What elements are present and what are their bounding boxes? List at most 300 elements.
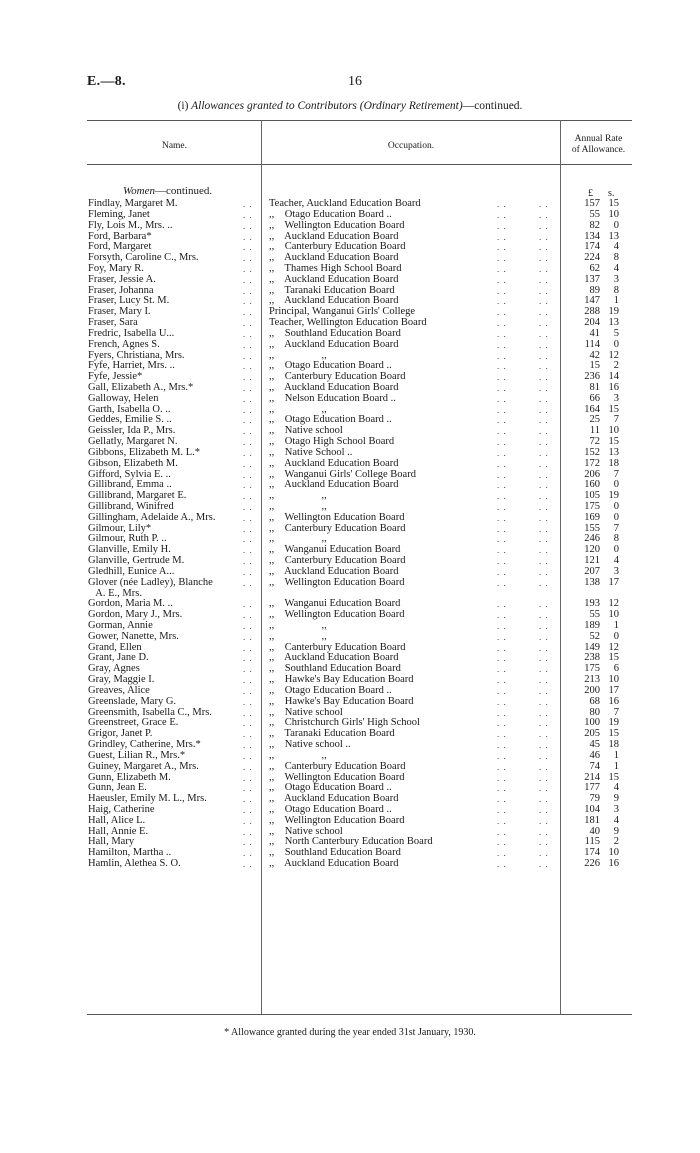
occupation-leader: . .: [497, 339, 507, 350]
occupation-leader: . .: [539, 274, 549, 285]
occupation-leader: . .: [539, 502, 549, 512]
row-pounds: 177: [584, 782, 600, 794]
row-occupation: ,, North Canterbury Education Board: [269, 836, 433, 848]
row-name: Haig, Catherine: [88, 803, 155, 815]
name-leader: . .: [243, 220, 253, 231]
occupation-leader: . .: [539, 534, 549, 545]
occupation-leader: . .: [539, 610, 549, 621]
name-leader: . .: [243, 242, 253, 253]
row-occupation: ,, Auckland Education Board: [269, 479, 399, 491]
name-leader: . .: [243, 339, 253, 350]
occupation-leader: . .: [497, 274, 507, 285]
row-name: Gower, Nanette, Mrs.: [88, 630, 179, 642]
row-name: Gray, Maggie I.: [88, 674, 155, 686]
row-occupation: ,, Otago Education Board ..: [269, 414, 392, 426]
row-name: Gilmour, Ruth P. ..: [88, 533, 167, 545]
occupation-leader: . .: [539, 696, 549, 707]
name-leader: . .: [243, 307, 253, 318]
name-leader: . .: [243, 718, 253, 729]
row-occupation: ,, Auckland Education Board: [269, 230, 399, 242]
occupation-leader: . .: [497, 415, 507, 426]
row-pounds: 15: [589, 360, 600, 372]
row-occupation: ,, Wellington Education Board: [269, 511, 405, 523]
row-pounds: 120: [584, 544, 600, 556]
row-pounds: 115: [584, 836, 600, 848]
row-name: Gordon, Mary J., Mrs.: [88, 609, 183, 621]
row-name: Hamilton, Martha ..: [88, 847, 172, 859]
row-occupation: Principal, Wanganui Girls' College: [269, 306, 416, 318]
name-leader: . .: [243, 502, 253, 512]
name-leader: . .: [243, 426, 253, 437]
occupation-leader: . .: [497, 426, 507, 437]
row-pounds: 236: [584, 371, 600, 383]
row-name: Fraser, Sara: [88, 317, 138, 328]
row-occupation: ,, Taranaki Education Board: [269, 728, 395, 740]
row-shillings: 6: [613, 663, 619, 675]
row-name: Hall, Annie E.: [88, 825, 149, 837]
name-leader: . .: [243, 447, 253, 458]
name-leader: . .: [243, 804, 253, 815]
row-occupation: ,, Hawke's Bay Education Board: [269, 695, 414, 707]
row-name: Fly, Lois M., Mrs. ..: [88, 219, 173, 231]
row-occupation: ,, Otago Education Board ..: [269, 360, 392, 372]
row-shillings: 15: [608, 771, 619, 783]
row-occupation: ,, Canterbury Education Board: [269, 522, 406, 534]
occupation-leader: . .: [539, 415, 549, 426]
row-name: Geissler, Ida P., Mrs.: [88, 425, 176, 437]
name-leader: . .: [243, 458, 253, 469]
name-leader: . .: [243, 621, 253, 631]
row-shillings: 15: [608, 403, 619, 415]
name-leader: . .: [243, 274, 253, 285]
row-shillings: 3: [613, 392, 619, 404]
row-pounds: 160: [584, 479, 600, 491]
row-shillings: 4: [613, 782, 619, 794]
row-pounds: 149: [584, 641, 600, 653]
occupation-leader: . .: [497, 296, 507, 307]
section-label: Women: [123, 185, 155, 197]
occupation-leader: . .: [497, 480, 507, 491]
occupation-leader: . .: [539, 859, 549, 869]
occupation-leader: . .: [539, 339, 549, 350]
occupation-leader: . .: [497, 199, 507, 209]
occupation-leader: . .: [539, 794, 549, 805]
row-occupation: ,, Native school: [269, 825, 343, 837]
name-leader: . .: [243, 566, 253, 577]
page-ref: E.—8.: [87, 74, 126, 89]
row-name: French, Agnes S.: [88, 338, 160, 350]
occupation-leader: . .: [539, 848, 549, 859]
name-leader: . .: [243, 372, 253, 383]
row-pounds: 189: [584, 620, 600, 631]
table-subtitle: [0, 100, 700, 112]
row-name: Gillibrand, Winifred: [88, 501, 174, 512]
row-occupation: ,, Native school: [269, 425, 343, 437]
occupation-leader: . .: [497, 675, 507, 686]
occupation-leader: . .: [539, 328, 549, 339]
occupation-leader: . .: [497, 642, 507, 653]
occupation-leader: . .: [539, 750, 549, 761]
row-pounds: 164: [584, 403, 600, 415]
row-shillings: 7: [613, 414, 619, 426]
row-name: Fraser, Jessie A.: [88, 273, 156, 285]
occupation-leader: . .: [539, 740, 549, 750]
row-occupation: ,, Canterbury Education Board: [269, 371, 406, 383]
row-pounds: 62: [589, 262, 600, 274]
occupation-leader: . .: [539, 653, 549, 664]
occupation-leader: . .: [539, 642, 549, 653]
name-leader: . .: [243, 815, 253, 826]
occupation-leader: . .: [497, 382, 507, 393]
row-shillings: 19: [608, 306, 619, 318]
row-name: Ford, Margaret: [88, 241, 152, 253]
row-pounds: 89: [589, 284, 600, 296]
occupation-leader: . .: [497, 566, 507, 577]
name-leader: . .: [243, 631, 253, 642]
row-pounds: 55: [589, 208, 600, 220]
row-pounds: 42: [589, 349, 600, 361]
occupation-leader: . .: [539, 480, 549, 491]
name-leader: . .: [243, 664, 253, 675]
row-pounds: 104: [584, 803, 600, 815]
row-shillings: 17: [608, 684, 619, 696]
row-name: Greenslade, Mary G.: [88, 695, 177, 707]
row-pounds: 152: [584, 446, 600, 458]
occupation-leader: . .: [539, 491, 549, 502]
occupation-leader: . .: [497, 231, 507, 242]
row-name: Glanville, Gertrude M.: [88, 555, 185, 567]
row-occupation: ,, Wellington Education Board: [269, 576, 405, 588]
occupation-leader: . .: [539, 621, 549, 631]
row-name: Grant, Jane D.: [88, 652, 149, 664]
name-leader: . .: [243, 848, 253, 859]
row-shillings: 10: [608, 425, 619, 437]
occupation-leader: . .: [497, 491, 507, 502]
occupation-leader: . .: [497, 328, 507, 339]
header-bottom-rule: [87, 164, 632, 165]
occupation-leader: . .: [497, 512, 507, 523]
occupation-leader: . .: [539, 458, 549, 469]
name-leader: . .: [243, 491, 253, 502]
row-pounds: 172: [584, 457, 600, 469]
name-leader: . .: [243, 729, 253, 740]
row-name: Grigor, Janet P.: [88, 728, 153, 740]
row-pounds: 181: [584, 814, 600, 826]
row-occupation: ,, ,,: [269, 533, 327, 545]
occupation-leader: . .: [497, 209, 507, 220]
subtitle-lead: (i): [177, 100, 189, 112]
occupation-leader: . .: [497, 318, 507, 328]
name-leader: . .: [243, 350, 253, 361]
row-shillings: 3: [613, 803, 619, 815]
row-shillings: 8: [613, 533, 619, 545]
occupation-leader: . .: [539, 729, 549, 740]
row-name: Gibbons, Elizabeth M. L.*: [88, 446, 200, 458]
row-name: Guest, Lilian R., Mrs.*: [88, 749, 186, 761]
row-shillings: 10: [608, 674, 619, 686]
row-pounds: 138: [584, 576, 600, 588]
row-name: Fredric, Isabella U...: [88, 327, 175, 339]
row-shillings: 1: [613, 620, 619, 631]
occupation-leader: . .: [497, 285, 507, 296]
occupation-leader: . .: [497, 458, 507, 469]
row-occupation: ,, ,,: [269, 630, 327, 642]
occupation-leader: . .: [497, 653, 507, 664]
rate-header-line1: Annual Rate: [574, 134, 623, 144]
row-shillings: 19: [608, 490, 619, 502]
row-pounds: 52: [589, 630, 600, 642]
occupation-leader: . .: [539, 664, 549, 675]
occupation-leader: . .: [497, 772, 507, 783]
row-shillings: 10: [608, 609, 619, 621]
row-shillings: 3: [613, 565, 619, 577]
occupation-leader: . .: [497, 502, 507, 512]
row-pounds: 157: [584, 198, 600, 209]
row-shillings: 18: [608, 739, 619, 750]
occupation-leader: . .: [497, 534, 507, 545]
occupation-leader: . .: [539, 209, 549, 220]
row-occupation: ,, ,,: [269, 490, 327, 502]
row-shillings: 0: [613, 544, 619, 556]
row-occupation: ,, Canterbury Education Board: [269, 641, 406, 653]
row-name: Findlay, Margaret M.: [88, 198, 178, 209]
row-pounds: 74: [589, 760, 600, 772]
row-pounds: 114: [584, 338, 600, 350]
row-occupation: ,, Wellington Education Board: [269, 814, 405, 826]
row-name: Greenstreet, Grace E.: [88, 717, 179, 729]
occupation-leader: . .: [539, 599, 549, 610]
occupation-leader: . .: [497, 393, 507, 404]
row-name: Haeusler, Emily M. L., Mrs.: [88, 793, 207, 805]
occupation-leader: . .: [497, 804, 507, 815]
name-leader: . .: [243, 556, 253, 567]
occupation-leader: . .: [497, 404, 507, 415]
table-row: [0, 858, 700, 870]
row-occupation: ,, Wanganui Education Board: [269, 598, 401, 610]
occupation-leader: . .: [539, 631, 549, 642]
row-name: Glanville, Emily H.: [88, 544, 171, 556]
row-occupation: ,, Native School ..: [269, 446, 353, 458]
row-occupation: ,, Otago Education Board ..: [269, 782, 392, 794]
row-name: Gray, Agnes: [88, 663, 140, 675]
row-pounds: 147: [584, 295, 600, 307]
column-header-name: Name.: [161, 141, 188, 151]
occupation-leader: . .: [539, 685, 549, 696]
occupation-leader: . .: [497, 599, 507, 610]
occupation-leader: . .: [539, 837, 549, 848]
occupation-leader: . .: [539, 296, 549, 307]
row-occupation: ,, Auckland Education Board: [269, 295, 399, 307]
row-occupation: ,, Otago Education Board ..: [269, 208, 392, 220]
row-occupation: ,, Native school: [269, 706, 343, 718]
row-shillings: 0: [613, 338, 619, 350]
row-occupation: ,, Auckland Education Board: [269, 457, 399, 469]
row-name: Guiney, Margaret A., Mrs.: [88, 760, 199, 772]
row-shillings: 4: [613, 262, 619, 274]
occupation-leader: . .: [539, 404, 549, 415]
row-occupation: ,, Auckland Education Board: [269, 858, 399, 869]
row-pounds: 200: [584, 684, 600, 696]
row-occupation: ,, Auckland Education Board: [269, 793, 399, 805]
row-occupation: ,, Auckland Education Board: [269, 652, 399, 664]
rate-header-line2: of Allowance.: [571, 145, 626, 155]
row-occupation: ,, Taranaki Education Board: [269, 284, 395, 296]
name-leader: . .: [243, 393, 253, 404]
occupation-leader: . .: [497, 859, 507, 869]
occupation-leader: . .: [497, 372, 507, 383]
row-shillings: 7: [613, 522, 619, 534]
name-leader: . .: [243, 209, 253, 220]
row-shillings: 15: [608, 728, 619, 740]
row-occupation: ,, Nelson Education Board ..: [269, 392, 396, 404]
row-occupation: ,, Otago Education Board ..: [269, 684, 392, 696]
row-pounds: 46: [589, 749, 600, 761]
row-name: Gall, Elizabeth A., Mrs.*: [88, 381, 194, 393]
name-leader: . .: [243, 415, 253, 426]
occupation-leader: . .: [539, 318, 549, 328]
row-pounds: 68: [589, 695, 600, 707]
row-occupation: ,, ,,: [269, 501, 327, 512]
row-shillings: 15: [608, 198, 619, 209]
row-shillings: 2: [613, 360, 619, 372]
name-leader: . .: [243, 404, 253, 415]
row-shillings: 14: [608, 371, 619, 383]
occupation-leader: . .: [539, 437, 549, 447]
occupation-leader: . .: [539, 361, 549, 372]
row-occupation: Teacher, Auckland Education Board: [269, 198, 421, 209]
occupation-leader: . .: [539, 761, 549, 772]
row-pounds: 175: [584, 501, 600, 512]
row-name: Ford, Barbara*: [88, 230, 152, 242]
row-name: Grand, Ellen: [88, 641, 142, 653]
occupation-leader: . .: [497, 837, 507, 848]
row-shillings: 0: [613, 511, 619, 523]
page-number: 16: [348, 74, 362, 89]
row-pounds: 100: [584, 717, 600, 729]
row-shillings: 15: [608, 436, 619, 447]
occupation-leader: . .: [539, 231, 549, 242]
name-leader: . .: [243, 837, 253, 848]
row-name: Gunn, Elizabeth M.: [88, 771, 171, 783]
row-pounds: 246: [584, 533, 600, 545]
occupation-leader: . .: [539, 199, 549, 209]
name-leader: . .: [243, 750, 253, 761]
row-pounds: 81: [589, 381, 600, 393]
row-pounds: 137: [584, 273, 600, 285]
occupation-leader: . .: [497, 621, 507, 631]
row-name: Gifford, Sylvia E. ..: [88, 468, 171, 480]
name-leader: . .: [243, 577, 253, 588]
row-shillings: 4: [613, 555, 619, 567]
occupation-leader: . .: [539, 804, 549, 815]
occupation-leader: . .: [539, 772, 549, 783]
row-name: Geddes, Emilie S. ..: [88, 414, 172, 426]
subtitle-tail: —continued.: [462, 100, 523, 112]
row-shillings: 4: [613, 241, 619, 253]
name-leader: . .: [243, 685, 253, 696]
row-shillings: 10: [608, 208, 619, 220]
occupation-leader: . .: [539, 523, 549, 534]
row-occupation: ,, ,,: [269, 620, 327, 631]
occupation-leader: . .: [497, 447, 507, 458]
row-name: Gorman, Annie: [88, 620, 153, 631]
row-occupation: ,, Canterbury Education Board: [269, 760, 406, 772]
occupation-leader: . .: [497, 664, 507, 675]
row-occupation: ,, Christchurch Girls' High School: [269, 717, 420, 729]
row-shillings: 7: [613, 468, 619, 480]
row-name: Fyers, Christiana, Mrs.: [88, 349, 185, 361]
occupation-leader: . .: [539, 512, 549, 523]
row-pounds: 226: [584, 858, 600, 869]
occupation-leader: . .: [539, 545, 549, 556]
row-shillings: 19: [608, 717, 619, 729]
occupation-leader: . .: [539, 815, 549, 826]
row-pounds: 155: [584, 522, 600, 534]
row-name: Gibson, Elizabeth M.: [88, 457, 178, 469]
pounds-unit: £: [588, 188, 593, 199]
row-name: Garth, Isabella O. ..: [88, 403, 171, 415]
row-shillings: 1: [613, 760, 619, 772]
occupation-leader: . .: [497, 631, 507, 642]
row-name: Fraser, Mary I.: [88, 306, 151, 318]
occupation-leader: . .: [497, 469, 507, 480]
name-leader: . .: [243, 545, 253, 556]
row-pounds: 11: [589, 425, 600, 437]
row-pounds: 175: [584, 663, 600, 675]
name-leader: . .: [243, 653, 253, 664]
row-name: Gunn, Jean E.: [88, 782, 147, 794]
header-top-rule: [87, 120, 632, 121]
occupation-leader: . .: [497, 242, 507, 253]
row-occupation: ,, Otago High School Board: [269, 436, 395, 447]
occupation-leader: . .: [539, 469, 549, 480]
name-leader: . .: [243, 512, 253, 523]
row-pounds: 79: [589, 793, 600, 805]
row-shillings: 5: [613, 327, 619, 339]
row-pounds: 193: [584, 598, 600, 610]
row-pounds: 66: [589, 392, 600, 404]
row-occupation: ,, Auckland Education Board: [269, 338, 399, 350]
section-heading: [123, 185, 212, 197]
column-header-occupation: Occupation.: [387, 141, 435, 151]
row-pounds: 174: [584, 847, 600, 859]
row-name: Foy, Mary R.: [88, 262, 144, 274]
row-name: Fyfe, Harriet, Mrs. ..: [88, 360, 175, 372]
occupation-leader: . .: [539, 307, 549, 318]
row-name: A. E., Mrs.: [88, 587, 142, 599]
name-leader: . .: [243, 296, 253, 307]
row-shillings: 13: [608, 230, 619, 242]
row-shillings: 15: [608, 652, 619, 664]
occupation-leader: . .: [497, 610, 507, 621]
occupation-leader: . .: [497, 826, 507, 837]
row-shillings: 7: [613, 706, 619, 718]
row-name: Fraser, Lucy St. M.: [88, 295, 170, 307]
row-pounds: 288: [584, 306, 600, 318]
occupation-leader: . .: [497, 815, 507, 826]
name-leader: . .: [243, 740, 253, 750]
name-leader: . .: [243, 285, 253, 296]
name-leader: . .: [243, 599, 253, 610]
occupation-leader: . .: [497, 263, 507, 274]
name-leader: . .: [243, 794, 253, 805]
row-shillings: 8: [613, 284, 619, 296]
name-leader: . .: [243, 469, 253, 480]
row-shillings: 10: [608, 847, 619, 859]
row-name: Gillibrand, Emma ..: [88, 479, 172, 491]
row-occupation: ,, Canterbury Education Board: [269, 555, 406, 567]
row-shillings: 12: [608, 641, 619, 653]
